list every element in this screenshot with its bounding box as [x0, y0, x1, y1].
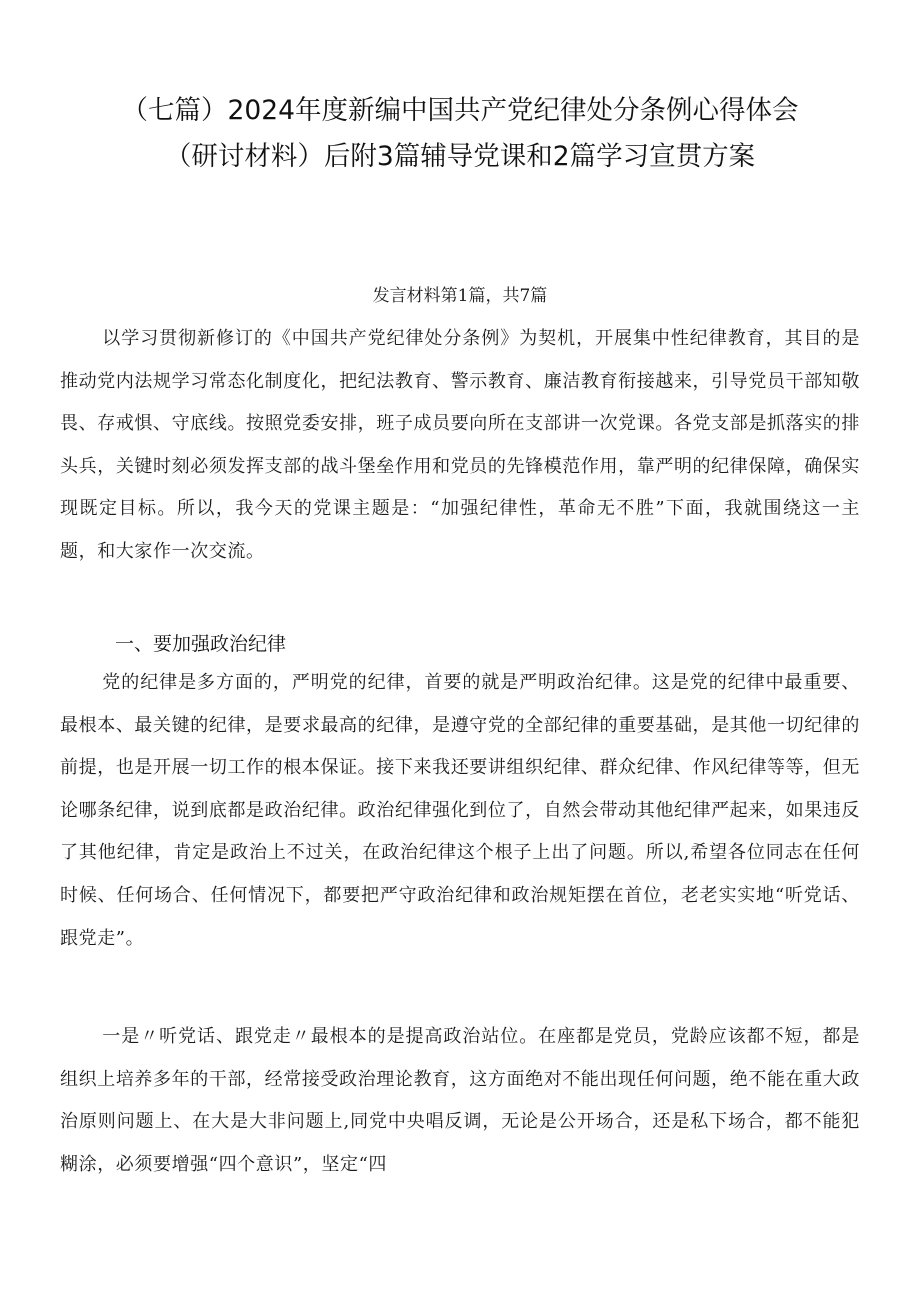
document-subtitle: 发言材料第1篇，共7篇	[372, 286, 548, 306]
section-heading-political-discipline: 一、要加强政治纪律	[115, 633, 287, 655]
intro-paragraph: 以学习贯彻新修订的《中国共产党纪律处分条例》为契机，开展集中性纪律教育，其目的是推动党内法规学习常态化制度化，把纪法教育、警示教育、廉洁教育衔接越来，引导党员干部知敬畏、存戒惧、守底线。按照党委安排，班子成员要向所在支部讲一次党课。各党支部是抓落实的排头兵，关键时刻必须发挥支部的战斗堡垒作用和党员的先锋模范作用，靠严明的纪律保障，确保实现既定目标。所以，我今天的党课主题是：“加强纪律性，革命无不胜”下面，我就围绕这一主题，和大家作一次交流。	[60, 328, 860, 562]
political-discipline-paragraph: 党的纪律是多方面的，严明党的纪律，首要的就是严明政治纪律。这是党的纪律中最重要、最根本、最关键的纪律，是要求最高的纪律，是遵守党的全部纪律的重要基础，是其他一切纪律的前提，也是开展一切工作的根本保证。接下来我还要讲组织纪律、群众纪律、作风纪律等等，但无论哪条纪律，说到底都是政治纪律。政治纪律强化到位了，自然会带动其他纪律严起来，如果违反了其他纪律，肯定是政治上不过关，在政治纪律这个根子上出了问题。所以,希望各位同志在任何时候、任何场合、任何情况下，都要把严守政治纪律和政治规矩摆在首位，老老实实地“听党话、跟党走”。	[60, 672, 860, 949]
point-one-paragraph: 一是〃听党话、跟党走〃最根本的是提高政治站位。在座都是党员，党龄应该都不短，都是组织上培养多年的干部，经常接受政治理论教育，这方面绝对不能出现任何问题，绝不能在重大政治原则问题上、在大是大非问题上,同党中央唱反调，无论是公开场合，还是私下场合，都不能犯糊涂，必须要增强“四个意识”，坚定“四	[60, 1026, 860, 1175]
document-title: （七篇）2024年度新编中国共产党纪律处分条例心得体会（研讨材料）后附3篇辅导党课和2篇学习宣贯方案	[121, 95, 799, 172]
